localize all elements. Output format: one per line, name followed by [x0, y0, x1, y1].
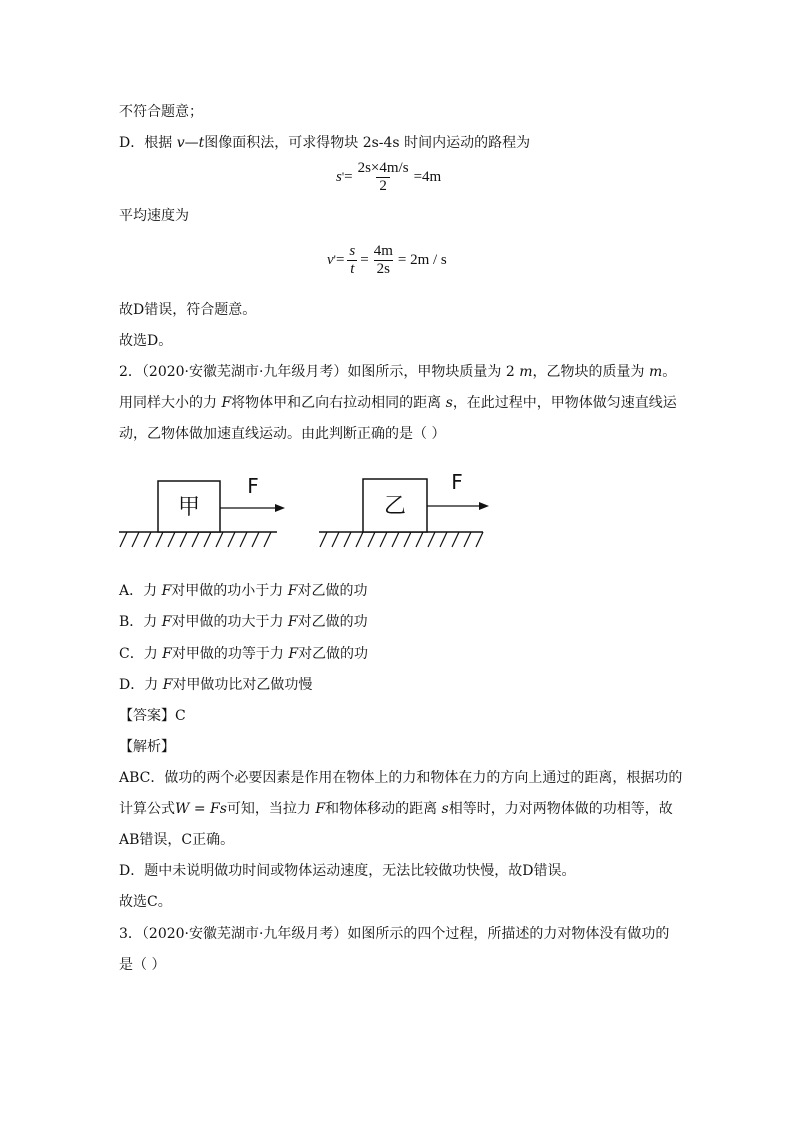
text-span: D．力: [119, 677, 163, 693]
force-label-left: F: [247, 474, 259, 498]
eq-sign: =: [344, 169, 353, 185]
frac-den: 2s: [374, 260, 393, 278]
eq-lhs: v: [327, 252, 334, 268]
variable-F: F: [287, 614, 298, 630]
eq-fraction: [355, 160, 412, 195]
eq-prime: ': [333, 253, 336, 267]
text-span: ，在此过程中，甲物体做匀速直线运: [452, 395, 677, 411]
force-diagram: [115, 465, 495, 555]
variable-F: F: [161, 614, 172, 630]
variable-F: F: [288, 646, 299, 662]
text-span: 对甲做的功小于力: [171, 583, 288, 599]
text-span: 对乙做的功: [297, 614, 368, 630]
formula-work: W = Fs: [175, 801, 227, 817]
equation-speed: [327, 243, 447, 278]
text-span: 将物体甲和乙向右拉动相同的距离: [231, 395, 446, 411]
text-span: 。: [662, 364, 677, 380]
variable-F: F: [221, 395, 232, 411]
frac-den: 2: [376, 177, 390, 195]
eq-fraction: [371, 243, 396, 278]
text-span: 用同样大小的力: [119, 395, 222, 411]
arrow-head-icon: [479, 502, 489, 510]
text-span: 2．（2020·安徽芜湖市·九年级月考）如图所示，甲物块质量为 2: [119, 364, 520, 380]
conclusion: 故选C。: [119, 894, 172, 910]
text-span: 对甲做的功等于力: [171, 646, 289, 662]
text-line: 平均速度为: [119, 208, 189, 224]
variable-F: F: [287, 583, 298, 599]
text-span: 相等时，力对两物体做的功相等，故: [448, 801, 673, 817]
analysis-line1: ABC．做功的两个必要因素是作用在物体上的力和物体在力的方向上通过的距离，根据功的: [119, 770, 683, 786]
variable-F: F: [315, 801, 326, 817]
text-line: [119, 133, 530, 153]
arrow-head-icon: [275, 504, 285, 512]
text-span: 对乙做的功: [298, 646, 369, 662]
eq-rhs: =4m: [413, 169, 442, 185]
eq-sign: =: [360, 252, 369, 268]
text-span: 对乙做的功: [297, 583, 368, 599]
text-span: 对甲做的功大于力: [171, 614, 288, 630]
text-span: C．力: [119, 646, 163, 662]
text-span: 计算公式: [119, 801, 175, 817]
option-c: [119, 644, 368, 664]
question-2-line1: [119, 362, 676, 382]
eq-fraction: [346, 243, 358, 278]
question-3-line2: 是（ ）: [119, 957, 166, 973]
ground-left: [119, 532, 277, 547]
analysis-line4: D．题中未说明做功时间或物体运动速度，无法比较做功快慢，故D错误。: [119, 863, 576, 879]
frac-num: 2s×4m/s: [357, 160, 409, 176]
block-jia-label: 甲: [177, 495, 201, 520]
text-span: A．力: [119, 583, 162, 599]
frac-num: s: [349, 243, 356, 259]
frac-num: 4m: [373, 243, 393, 259]
block-yi-label: 乙: [383, 494, 407, 519]
eq-prime: ': [341, 170, 345, 184]
question-3-line1: 3．（2020·安徽芜湖市·九年级月考）如图所示的四个过程，所描述的力对物体没有做功的: [119, 926, 670, 942]
option-a: [119, 581, 367, 601]
option-d: [119, 675, 312, 695]
text-span: D．根据: [119, 135, 177, 151]
text-line: 故选D。: [119, 333, 173, 349]
text-span: 图像面积法，可求得物块 2s-4s 时间内运动的路程为: [204, 135, 531, 151]
eq-lhs: s: [336, 169, 342, 185]
equation-distance: [336, 160, 441, 195]
variable-v: v: [176, 135, 185, 151]
variable-F: F: [161, 583, 172, 599]
text-span: ，乙物块的质量为: [532, 364, 649, 380]
variable-s: s: [441, 801, 449, 817]
text-span: B．力: [119, 614, 162, 630]
text-span: 可知，当拉力: [226, 801, 316, 817]
variable-F: F: [162, 677, 173, 693]
variable-F: F: [162, 646, 172, 662]
analysis-label: 【解析】: [119, 739, 175, 755]
text-line: 不符合题意；: [119, 104, 203, 120]
question-2-line3: 动，乙物体做加速直线运动。由此判断正确的是（ ）: [119, 426, 446, 442]
eq-rhs: = 2m / s: [397, 252, 447, 268]
analysis-line3: AB错误，C正确。: [119, 832, 235, 848]
variable-s: s: [445, 395, 453, 411]
ground-right: [319, 532, 483, 547]
variable-t: t: [198, 135, 205, 151]
text-line: 故D错误，符合题意。: [119, 302, 257, 318]
text-span: —: [184, 135, 199, 151]
frac-den: t: [347, 260, 357, 278]
analysis-line2: [119, 799, 673, 819]
eq-sign: =: [335, 252, 345, 268]
text-span: 和物体移动的距离: [325, 801, 442, 817]
text-span: 对甲做功比对乙做功慢: [172, 677, 313, 693]
force-label-right: F: [451, 470, 463, 494]
variable-m: m: [519, 364, 533, 380]
answer-label: 【答案】C: [119, 708, 186, 724]
option-b: [119, 612, 368, 632]
variable-m: m: [648, 364, 663, 380]
question-2-line2: [119, 393, 677, 413]
